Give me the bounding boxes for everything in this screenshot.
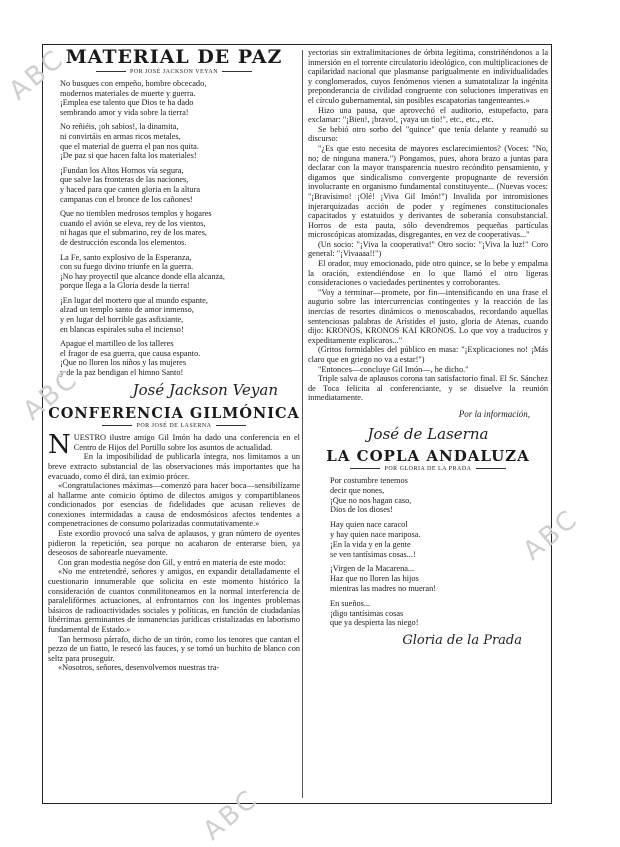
stanza xyxy=(60,79,300,117)
poem-line: Hay quien nace caracol xyxy=(330,520,408,530)
material-de-paz-byline: POR JOSÉ JACKSON VEYAN xyxy=(48,69,300,75)
poem-line: ¡digo tantísimas cosas xyxy=(330,608,404,618)
paragraph: (Un socio: "¡Viva la cooperativa!" Otro socio: "¡Viva la luz!" Coro general: "¡Vivaaaa!!") xyxy=(308,239,548,259)
poem-line: sembrando amor y vida sobre la tierra! xyxy=(60,107,189,117)
stanza xyxy=(60,296,300,334)
poem-line: modernos materiales de muerte y guerra. xyxy=(60,88,196,98)
paragraph: En la imposibilidad de publicarla íntegra, nos limitamos a un breve extracto substancial de las observaciones más importantes que ha evacuado, como él dirá, tan eximio prócer. xyxy=(48,452,300,481)
poem-line: La Fe, santo explosivo de la Esperanza, xyxy=(60,252,192,262)
copla-byline: POR GLORIA DE LA PRADA xyxy=(308,466,548,472)
poem-line: mientras las madres no mueran! xyxy=(330,583,436,593)
poem-line: cuando el avión se eleva, rey de los vientos, xyxy=(60,218,206,228)
paragraph: Triple salva de aplausos corona tan satisfactorio final. El Sr. Sánchez de Toca felicita al conferenciante, y se disuelve la reunión inmediatamente. xyxy=(308,374,548,403)
poem-line: campanas con el bronce de los cañones! xyxy=(60,194,193,204)
paragraph: Este exordio provocó una salva de aplausos, y gran número de oyentes pidieron la repetición, sea porque no acabaron de enterarse bien, ya deseosos de saborearle nuevamente. xyxy=(48,529,300,558)
poem-line: ¡De paz si que hacen falta los materiales! xyxy=(60,151,197,161)
poem-line: Por costumbre tenemos xyxy=(330,475,408,485)
poem-line: ¡Emplea ese talento que Dios te ha dado xyxy=(60,98,194,108)
poem-line: que ya despierta las niego! xyxy=(330,618,419,628)
poem-line: Dios de los dioses! xyxy=(330,505,393,515)
poem-line: Apague el martilleo de los talleres xyxy=(60,339,174,349)
abc-watermark: ABC xyxy=(517,503,585,567)
jackson-signature: José Jackson Veyan xyxy=(132,380,278,399)
poem-line: que el material de guerra el pan nos quita. xyxy=(60,141,199,151)
poem-line: ni convirtáis en armas ricos metales, xyxy=(60,131,181,141)
poem-line: No busques con empeño, hombre obcecado, xyxy=(60,79,207,88)
paragraph: Se bebió otro sorbo del "quince" que tenía delante y reanudó su discurso: xyxy=(308,124,548,144)
poem-line: alzad un templo santo de amor inmenso, xyxy=(60,305,194,315)
poem-line: En sueños... xyxy=(330,598,371,608)
stanza xyxy=(60,166,300,204)
poem-line: y de la paz bendigan el himno Santo! xyxy=(60,368,184,378)
stanza xyxy=(330,599,548,628)
poem-line: el fragor de esa guerra, que causa espanto. xyxy=(60,348,201,358)
stanza xyxy=(60,339,300,377)
paragraph: "Voy a terminar—promete, por fin—intensificando en una frase el augurio sobre las intercurrencias contingentes y la reacción de las inercias de resortes dinámicos o menoscabados, recordando aquellas sentenciosas palabras de Arístides el justo, gloria de Atenas, cuando dijo: KRONOS, KRONOS KAI KRONOS. Lo que voy a traduciros y expeditamente explicaros..." xyxy=(308,287,548,345)
drop-cap: N xyxy=(48,430,71,461)
copla-title: LA COPLA ANDALUZA xyxy=(326,446,530,465)
poem-line: decir que nones, xyxy=(330,485,385,495)
paragraph: «Nosotros, señores, desenvolvemos nuestras tra- xyxy=(58,663,220,673)
poem-line: en blancas espirales suba el incienso! xyxy=(60,324,184,334)
poem-line: No reñiéis, ¡oh sabios!, la dinamita, xyxy=(60,122,179,132)
poem-line: ¡Fundan los Altos Hornos vía segura, xyxy=(60,165,184,175)
stanza xyxy=(60,253,300,291)
column-divider xyxy=(302,50,303,798)
paragraph: Con gran modestia negóse don Gil, y entró en materia de este modo: xyxy=(58,557,286,567)
poem-line: y haced para que canten gloria en la altura xyxy=(60,184,201,194)
prada-signature: Gloria de la Prada xyxy=(402,633,522,649)
stanza xyxy=(330,520,548,559)
poem-line: de destrucción esconda los elementos. xyxy=(60,237,187,247)
poem-line: ¡No hay proyectil que alcance donde ella alcanza, xyxy=(60,271,225,281)
poem-line: ¡En lugar del mortero que al mundo espante, xyxy=(60,295,208,305)
paragraph: (Gritos formidables del público en masa: "¡Explicaciones no! ¡Más claro que en griego no va a estar!") xyxy=(308,345,548,364)
conferencia-note: Por la información, xyxy=(458,408,530,419)
poem-line: Que no tiemblen medrosos templos y hogares xyxy=(60,209,212,219)
abc-watermark: ABC xyxy=(3,43,71,107)
poem-line: y hay quien nace mariposa. xyxy=(330,529,421,539)
conferencia-text-right xyxy=(308,48,548,403)
poem-line: ni hagas que el submarino, rey de los mares, xyxy=(60,228,207,238)
stanza xyxy=(330,476,548,515)
paragraph: El orador, muy emocionado, pide otro quince, se lo bebe y empalma la oración, extendiéndose en lo que llamó el otro ligeras consideraciones o vaciedades pertinentes y corroborantes. xyxy=(308,259,548,288)
conferencia-text-left xyxy=(48,430,300,673)
material-de-paz-title: MATERIAL DE PAZ xyxy=(65,46,283,68)
poem-line: ¡Que no nos hagan caso, xyxy=(330,495,412,505)
paragraph: yectorias sin extralimitaciones de órbita legítima, constriñéndonos a la inmersión en el torrente circulatorio ideológico, con multiplicaciones de capilaridad nacional que plasmanse parigualmente en individualidades y conglomerados, cuyos fenómenos vienen a sumatotalizar la ingénita preponderancia de civilidad congruente con soluciones imperativas en el círculo gubernamental, sin posibles escapatorias tangenteantes.» xyxy=(308,48,548,105)
paragraph: "¿Es que esto necesita de mayores esclarecimientos? (Voces: "No, no; de ninguna manera.") Pongamos, pues, ahora brazo a juntas para declarar con la mayor transparencia nuestro recóndito pensamiento, y digamos que sindicalismo convergente propugnante de reversión involucrante en organismo fundamental constituyente... (Nuevas voces: "¡Bravísimo! ¡Olé! ¡Viva Gil Imón!") Invalida por intromisiones injerarquizadas acción de poder y regímenes constitucionales capacitados y estatuidos y derivantes de soberanía consubstancial. Horros de esta pauta, sólo devendremos pequeñas partículas microscópicas atomizadas, disgregantes, en vez de cooperativas..." xyxy=(308,143,548,240)
copla-poem xyxy=(308,476,548,628)
poem-line: con su fuego divino triunfe en la guerra. xyxy=(60,262,194,272)
stanza xyxy=(60,209,300,247)
right-column xyxy=(308,48,548,648)
conferencia-title: CONFERENCIA GILMÓNICA xyxy=(48,404,300,422)
paragraph: Hizo una pausa, que aprovechó el auditorio, estupefacto, para exclamar: "¡Bien!, ¡bravo!, ¡vaya un tío!", etc., etc., etc. xyxy=(308,105,548,125)
conferencia-byline: POR JOSÉ DE LASERNA xyxy=(48,423,300,429)
abc-watermark: ABC xyxy=(197,783,265,847)
poem-line: Haz que no lloren las hijos xyxy=(330,574,419,584)
poem-line: y en lugar del horrible gas asfixiante, xyxy=(60,315,184,325)
poem-line: porque llega a la Gloria desde la tierra! xyxy=(60,281,190,291)
material-de-paz-poem xyxy=(48,79,300,378)
poem-line: que salve las fronteras de las naciones, xyxy=(60,175,189,185)
poem-line: se ven tantísimas cosas...! xyxy=(330,549,416,559)
laserna-signature: José de Laserna xyxy=(367,424,489,443)
paragraph: «Congratulaciones máximas—comenzó para hacer boca—sensibilízame al hallarme ante comicio óptimo de dilectos amigos y compartiblaneos condicionados por esencias de fidelidades que acusan relieves de conexiones intermidadas a causa de endosmósicos afectos tendentes a compenetraciones de consumo polarizadas conmutativamente.» xyxy=(48,481,300,529)
stanza xyxy=(330,564,548,593)
paragraph: Tan hermoso párrafo, dicho de un tirón, como los tenores que cantan el pezzo de un fiatto, le resecó las fauces, y se tomó un buchito de blanco con seltz para proseguir. xyxy=(48,634,300,663)
abc-watermark: ABC xyxy=(17,363,85,427)
poem-line: ¡Virgen de la Macarena... xyxy=(330,564,415,574)
paragraph: UESTRO ilustre amigo Gil Imón ha dado una conferencia en el Centro de Hijos del Portillo sobre los asuntos de actualidad. xyxy=(73,433,300,452)
poem-line: ¡Que no lloren los niños y las mujeres xyxy=(60,358,187,368)
paragraph: «No me entretendré, señores y amigos, en expandir detalladamente el cuestionario innumerable que solicita en este momento histórico la consideración de cuantos conmilitoneamos en la normal interferencia de paralelifórmes actuaciones, al enfrontarnos con los ingentes problemas básicos de radioactividades sociales y políticas, en función de ciudadanías libérrimas germinantes de inmanencias jurídicas cristalizadas en laborismo fundamental de Estado.» xyxy=(48,567,300,634)
left-column xyxy=(48,48,300,673)
stanza xyxy=(60,122,300,160)
poem-line: ¡En la vida y en la gente xyxy=(330,539,411,549)
paragraph: "Entonces—concluye Gil Imón—, he dicho." xyxy=(318,364,469,374)
